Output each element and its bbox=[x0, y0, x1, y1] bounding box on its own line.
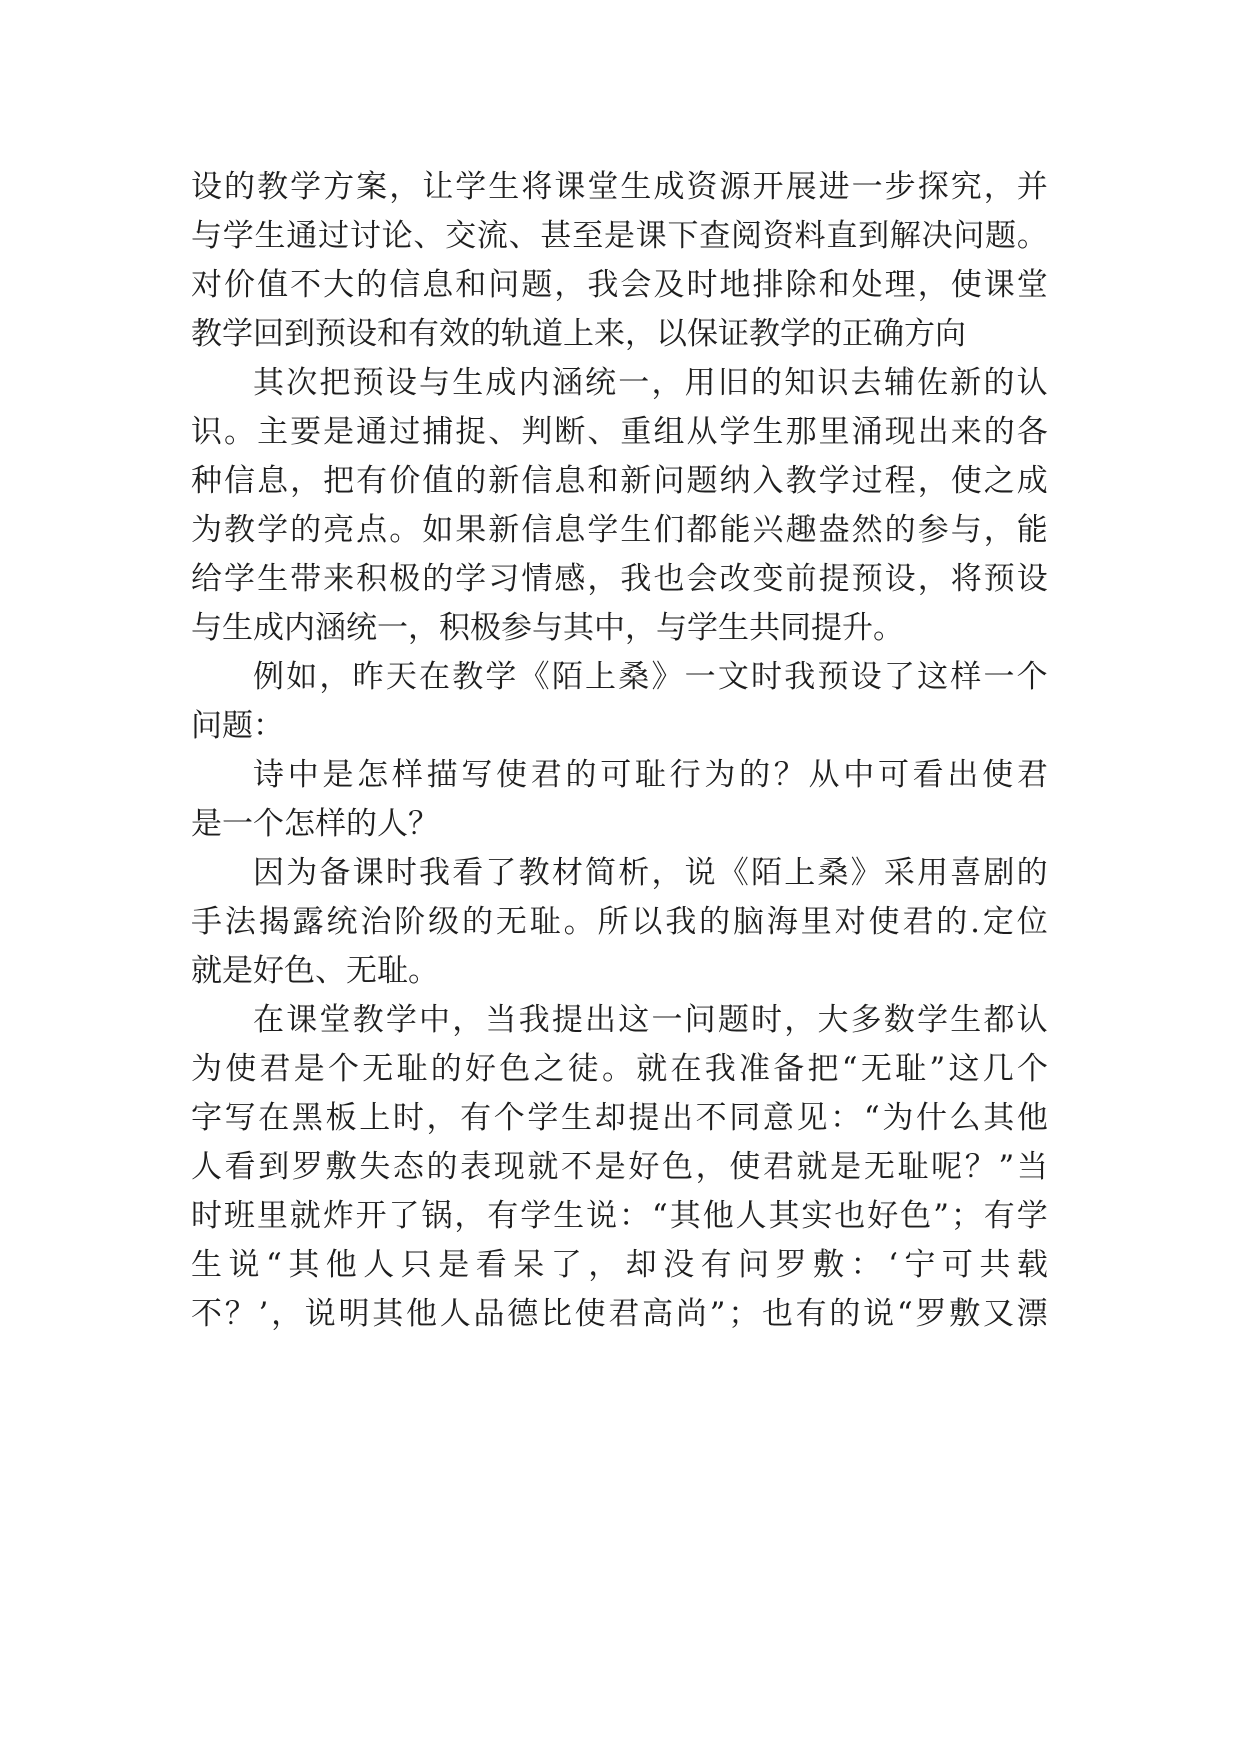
text-line: 识 。 主 要 是 通 过 捕 捉 、 判 断 、 重 组 从 学 生 那 里 涌 现 出 来 的 各 bbox=[191, 414, 1048, 450]
text-line: 其 次 把 预 设 与 生 成 内 涵 统 一 ， 用 旧 的 知 识 去 辅 佐 新 的 认 bbox=[253, 365, 1048, 401]
text-line: 对 价 值 不 大 的 信 息 和 问 题 ， 我 会 及 时 地 排 除 和 处 理 ， 使 课 堂 bbox=[191, 267, 1048, 303]
paragraph bbox=[191, 996, 1048, 1339]
text-line: 与生成内涵统一，积极参与其中，与学生共同提升。 bbox=[191, 610, 904, 646]
text-line: 为 教 学 的 亮 点 。 如 果 新 信 息 学 生 们 都 能 兴 趣 盎 然 的 参 与 ， 能 bbox=[191, 512, 1048, 548]
text-line: 手 法 揭 露 统 治 阶 级 的 无 耻 。 所 以 我 的 脑 海 里 对 使 君 的 . 定 位 bbox=[191, 904, 1048, 940]
paragraph bbox=[191, 849, 1048, 996]
text-line: 问题： bbox=[191, 708, 284, 744]
text-line: 种 信 息 ， 把 有 价 值 的 新 信 息 和 新 问 题 纳 入 教 学 过 程 ， 使 之 成 bbox=[191, 463, 1048, 499]
paragraph bbox=[191, 653, 1048, 751]
text-line: 设 的 教 学 方 案 ， 让 学 生 将 课 堂 生 成 资 源 开 展 进 一 步 探 究 ， 并 bbox=[191, 169, 1048, 205]
text-line: 人 看 到 罗 敷 失 态 的 表 现 就 不 是 好 色 ， 使 君 就 是 无 耻 呢 ？ ” 当 bbox=[191, 1149, 1048, 1185]
text-line: 字 写 在 黑 板 上 时 ， 有 个 学 生 却 提 出 不 同 意 见 ： “ 为 什 么 其 他 bbox=[191, 1100, 1048, 1136]
text-line: 例 如 ， 昨 天 在 教 学 《 陌 上 桑 》 一 文 时 我 预 设 了 这 样 一 个 bbox=[253, 659, 1048, 695]
text-line: 为 使 君 是 个 无 耻 的 好 色 之 徒 。 就 在 我 准 备 把 “ 无 耻 ” 这 几 个 bbox=[191, 1051, 1048, 1087]
text-line: 就是好色、无耻。 bbox=[191, 953, 439, 989]
text-line: 生 说 “ 其 他 人 只 是 看 呆 了 ， 却 没 有 问 罗 敷 ： ‘ 宁 可 共 载 bbox=[191, 1247, 1048, 1283]
text-line: 诗 中 是 怎 样 描 写 使 君 的 可 耻 行 为 的 ？ 从 中 可 看 出 使 君 bbox=[253, 757, 1048, 793]
document-body bbox=[191, 163, 1048, 1339]
text-line: 因 为 备 课 时 我 看 了 教 材 简 析 ， 说 《 陌 上 桑 》 采 用 喜 剧 的 bbox=[253, 855, 1048, 891]
text-line: 在 课 堂 教 学 中 ， 当 我 提 出 这 一 问 题 时 ， 大 多 数 学 生 都 认 bbox=[253, 1002, 1048, 1038]
text-line: 与 学 生 通 过 讨 论 、 交 流 、 甚 至 是 课 下 查 阅 资 料 直 到 解 决 问 题 。 bbox=[191, 218, 1048, 254]
text-line: 不 ？ ’ ， 说 明 其 他 人 品 德 比 使 君 高 尚 ” ； 也 有 的 说 “ 罗 敷 又 漂 bbox=[191, 1296, 1048, 1332]
paragraph bbox=[191, 163, 1048, 359]
paragraph bbox=[191, 359, 1048, 653]
text-line: 给 学 生 带 来 积 极 的 学 习 情 感 ， 我 也 会 改 变 前 提 预 设 ， 将 预 设 bbox=[191, 561, 1048, 597]
text-line: 教学回到预设和有效的轨道上来，以保证教学的正确方向 bbox=[191, 316, 966, 352]
text-line: 是一个怎样的人？ bbox=[191, 806, 439, 842]
paragraph bbox=[191, 751, 1048, 849]
text-line: 时 班 里 就 炸 开 了 锅 ， 有 学 生 说 ： “ 其 他 人 其 实 也 好 色 ” ； 有 学 bbox=[191, 1198, 1048, 1234]
